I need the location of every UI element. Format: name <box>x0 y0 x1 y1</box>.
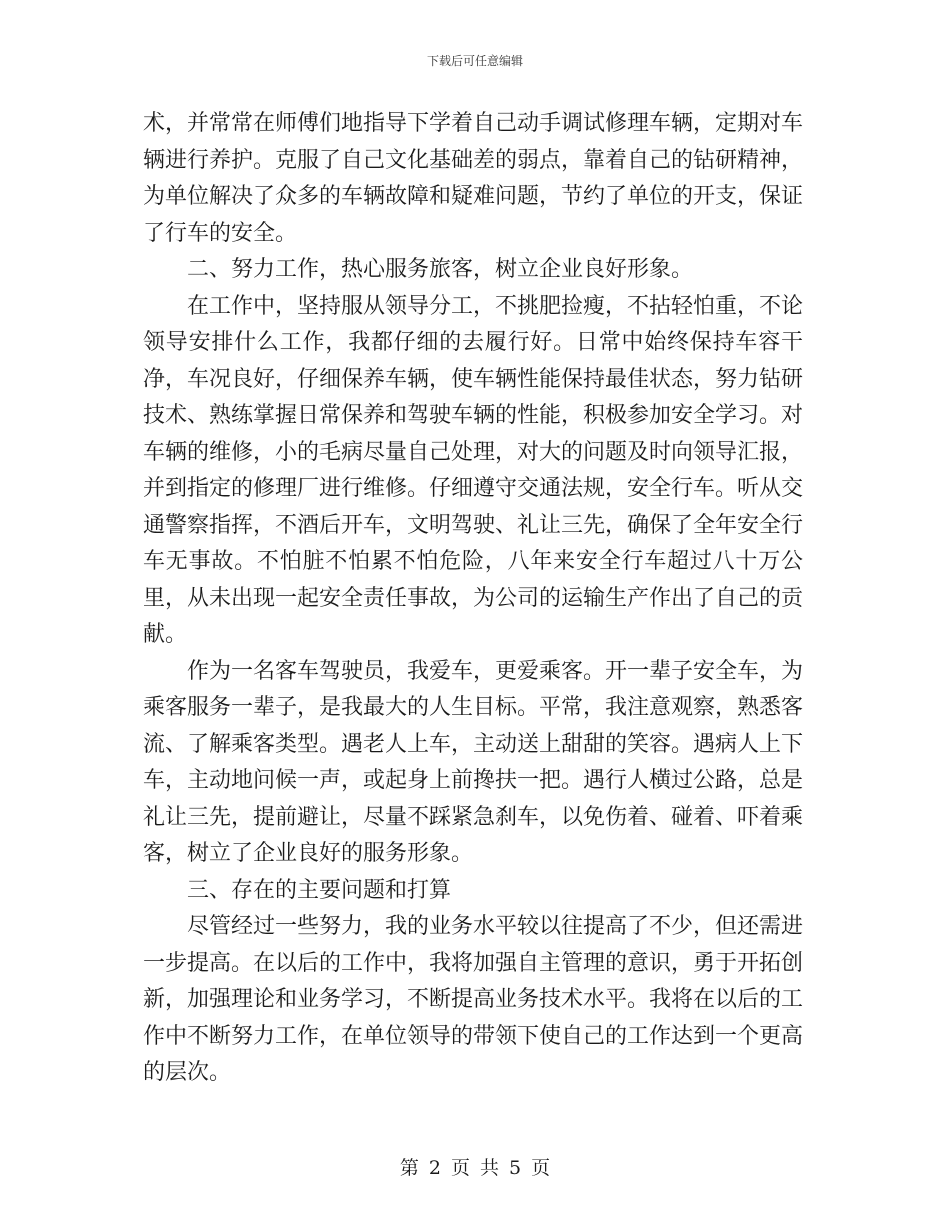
paragraph-plans: 尽管经过一些努力，我的业务水平较以往提高了不少，但还需进一步提高。在以后的工作中，我将加强自主管理的意识，勇于开拓创新，加强理论和业务学习，不断提高业务技术水平。我将在以后的工作中不断努力工作，在单位领导的带领下使自己的工作达到一个更高的层次。 <box>143 914 804 1085</box>
page-number: 第 2 页 共 5 页 <box>399 1157 551 1179</box>
paragraph-continuation: 术，并常常在师傅们地指导下学着自己动手调试修理车辆，定期对车辆进行养护。克服了自己文化基础差的弱点，靠着自己的钻研精神，为单位解决了众多的车辆故障和疑难问题，节约了单位的开支，保证了行车的安全。 <box>143 111 804 246</box>
paragraph-passengers: 作为一名客车驾驶员，我爱车，更爱乘客。开一辈子安全车，为乘客服务一辈子，是我最大的人生目标。平常，我注意观察，熟悉客流、了解乘客类型。遇老人上车，主动送上甜甜的笑容。遇病人上下车，主动地问候一声，或起身上前搀扶一把。遇行人横过公路，总是礼让三先，提前避让，尽量不踩紧急刹车，以免伤着、碰着、吓着乘客，树立了企业良好的服务形象。 <box>143 658 804 866</box>
section-heading-2: 二、努力工作，热心服务旅客，树立企业良好形象。 <box>187 257 694 282</box>
paragraph-work: 在工作中，坚持服从领导分工，不挑肥捡瘦，不拈轻怕重，不论领导安排什么工作，我都仔细的去履行好。日常中始终保持车容干净，车况良好，仔细保养车辆，使车辆性能保持最佳状态，努力钻研技术、熟练掌握日常保养和驾驶车辆的性能，积极参加安全学习。对车辆的维修，小的毛病尽量自己处理，对大的问题及时向领导汇报，并到指定的修理厂进行维修。仔细遵守交通法规，安全行车。听从交通警察指挥，不酒后开车，文明驾驶、礼让三先，确保了全年安全行车无事故。不怕脏不怕累不怕危险，八年来安全行车超过八十万公里，从未出现一起安全责任事故，为公司的运输生产作出了自己的贡献。 <box>143 293 804 647</box>
document-body <box>143 106 803 1092</box>
page-header: 下载后可任意编辑 <box>426 54 523 68</box>
section-heading-3: 三、存在的主要问题和打算 <box>187 877 452 903</box>
